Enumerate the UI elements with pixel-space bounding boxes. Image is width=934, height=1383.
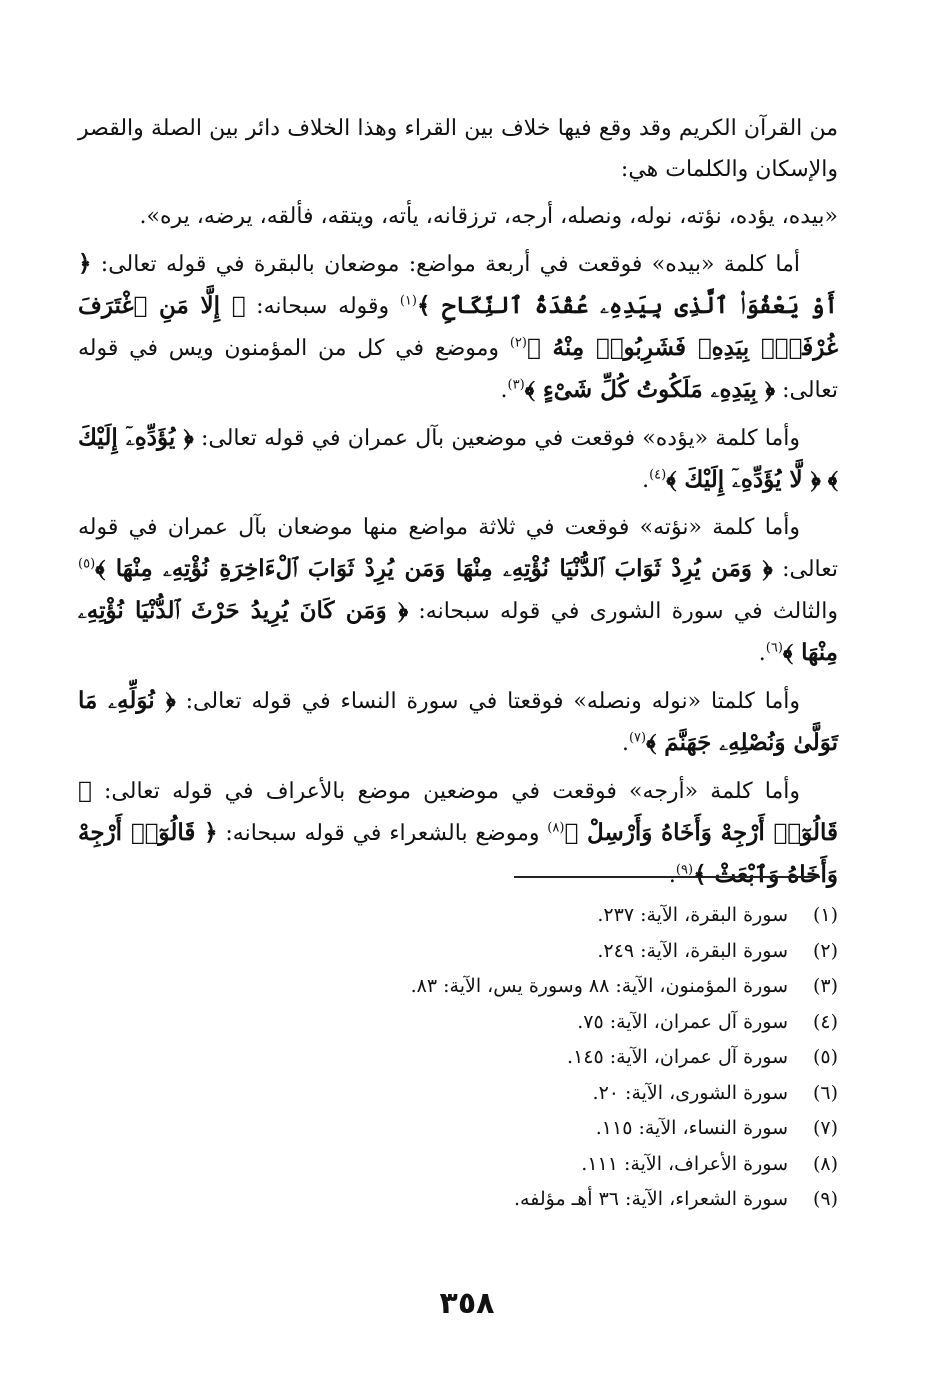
quran-quote: ﴿ إِلَّا مَنِ ٱغْتَرَفَ غُرْفَةًۢ بِيَدِهِۦ فَشَرِبُوا۟ مِنْهُ ﴾ <box>78 292 839 361</box>
footnote-separator <box>514 876 820 878</box>
text-run: وأما كلمة «أرجه» فوقعت في موضعين موضع بالأعراف في قوله تعالى: <box>91 779 800 804</box>
footnote-number: (٣) <box>812 975 838 997</box>
footnote-text: سورة البقرة، الآية: ٢٣٧. <box>597 904 788 926</box>
text-run: من القرآن الكريم وقد وقع فيها خلاف بين القراء وهذا الخلاف دائر بين الصلة والقصر والإسكان والكلمات هي: <box>78 116 838 182</box>
text-run: وأما كلمة «نؤته» فوقعت في ثلاثة مواضع منها موضعان بآل عمران في قوله تعالى: <box>78 515 838 582</box>
quran-quote: ﴿ لَّا يُؤَدِّهِۦٓ إِلَيْكَ ﴾ <box>666 466 821 493</box>
quran-quote: ﴿ قَالُوٓا۟ أَرْجِهْ وَأَخَاهُ وَأَرْسِلْ ﴾ <box>78 777 838 846</box>
quran-quote: ﴿ وَمَن يُرِدْ ثَوَابَ ٱلدُّنْيَا نُؤْتِهِۦ مِنْهَا وَمَن يُرِدْ ثَوَابَ ٱلْءَاخِرَةِ نُؤْتِهِۦ مِنْهَا ﴾ <box>95 555 773 582</box>
footnote-item <box>78 1111 838 1147</box>
quran-quote: ﴿ نُوَلِّهِۦ مَا تَوَلَّىٰ وَنُصْلِهِۦ جَهَنَّمَ ﴾ <box>78 687 838 756</box>
footnote-item <box>78 969 838 1005</box>
main-text <box>78 108 838 902</box>
footnote-marker: (٥) <box>78 556 96 572</box>
footnote-text: سورة آل عمران، الآية: ٧٥. <box>577 1010 788 1033</box>
text-run: وموضع في كل من المؤمنون ويس في قوله تعالى: <box>78 336 838 403</box>
footnote-item <box>78 1076 838 1112</box>
text-run: وأما كلمة «يؤده» فوقعت في موضعين بآل عمران في قوله تعالى: <box>193 426 801 451</box>
footnote-text: سورة النساء، الآية: ١١٥. <box>595 1117 788 1139</box>
footnote-number: (٢) <box>812 939 838 962</box>
footnote-marker: (٦) <box>765 640 783 656</box>
footnote-text: سورة الشعراء، الآية: ٣٦ أهـ مؤلفه. <box>514 1188 788 1210</box>
footnote-marker: (٧) <box>628 730 647 746</box>
text-run: . <box>621 731 629 756</box>
footnote-text: سورة الأعراف، الآية: ١١١. <box>581 1152 788 1175</box>
footnotes <box>78 898 838 1218</box>
text-run <box>821 468 828 493</box>
footnote-number: (٥) <box>812 1046 838 1068</box>
footnote-item <box>78 1005 838 1041</box>
footnote-item <box>78 1147 838 1183</box>
footnote-marker: (٩) <box>675 862 694 878</box>
footnote-number: (١) <box>812 904 838 926</box>
footnote-marker: (٣) <box>507 377 525 393</box>
footnote-number: (٩) <box>812 1188 838 1210</box>
paragraph-intro <box>78 108 838 190</box>
text-run: . <box>668 863 676 888</box>
text-run: أما كلمة «بيده» فوقعت في أربعة مواضع: موضعان بالبقرة في قوله تعالى: <box>91 252 800 277</box>
quran-quote: ﴿ قَالُوٓا۟ أَرْجِهْ وَأَخَاهُ وَٱبْعَثْ ﴾ <box>78 819 838 888</box>
footnote-item <box>78 898 838 934</box>
quran-quote: ﴿ بِيَدِهِۦ مَلَكُوتُ كُلِّ شَىْءٍ ﴾ <box>524 376 776 403</box>
text-run: . <box>500 378 508 403</box>
text-run: والثالث في سورة الشورى في قوله سبحانه: <box>408 599 838 624</box>
text-run: وأما كلمتا «نوله ونصله» فوقعتا في سورة النساء في قوله تعالى: <box>175 689 800 714</box>
footnote-text: سورة الشورى، الآية: ٢٠. <box>592 1081 788 1104</box>
footnote-number: (٧) <box>812 1117 838 1139</box>
text-run: . <box>758 641 766 666</box>
quran-quote: ﴿ يُؤَدِّهِۦٓ إِلَيْكَ ﴾ <box>78 424 838 493</box>
text-run: وموضع بالشعراء في قوله سبحانه: <box>217 821 548 846</box>
text-run: «بيده، يؤده، نؤته، نوله، ونصله، أرجه، ترزقانه، يأته، ويتقه، فألقه، يرضه، يره». <box>139 204 838 229</box>
footnote-marker: (٤) <box>649 467 667 483</box>
footnote-marker: (٢) <box>509 335 527 351</box>
quran-quote: ﴿ وَمَن كَانَ يُرِيدُ حَرْثَ ٱلدُّنْيَا نُؤْتِهِۦ مِنْهَا ﴾ <box>78 597 838 666</box>
footnote-number: (٨) <box>812 1152 838 1175</box>
footnote-number: (٤) <box>812 1010 838 1033</box>
text-run: وقوله سبحانه: <box>245 294 400 319</box>
paragraph-nuwallihi <box>78 680 838 764</box>
footnote-item <box>78 1182 838 1218</box>
text-run: . <box>642 468 650 493</box>
footnote-text: سورة آل عمران، الآية: ١٤٥. <box>567 1046 788 1068</box>
footnote-number: (٦) <box>812 1081 838 1104</box>
footnote-marker: (١) <box>399 293 417 309</box>
footnote-item <box>78 934 838 970</box>
paragraph-nutihi <box>78 507 838 674</box>
paragraph-word-list <box>78 196 838 237</box>
page-number: ٣٥٨ <box>439 1286 495 1321</box>
footnote-marker: (٨) <box>547 820 565 836</box>
paragraph-yuaddihi <box>78 417 838 501</box>
footnote-text: سورة المؤمنون، الآية: ٨٨ وسورة يس، الآية: ٨٣. <box>410 975 788 997</box>
footnote-text: سورة البقرة، الآية: ٢٤٩. <box>597 939 788 962</box>
quran-quote: ﴿ أَوْ يَعْفُوَا۟ ٱلَّذِى بِيَدِهِۦ عُقْدَةُ ٱلنِّكَاحِ ﴾ <box>78 250 838 319</box>
paragraph-biyadihi <box>78 243 838 411</box>
footnote-item <box>78 1040 838 1076</box>
